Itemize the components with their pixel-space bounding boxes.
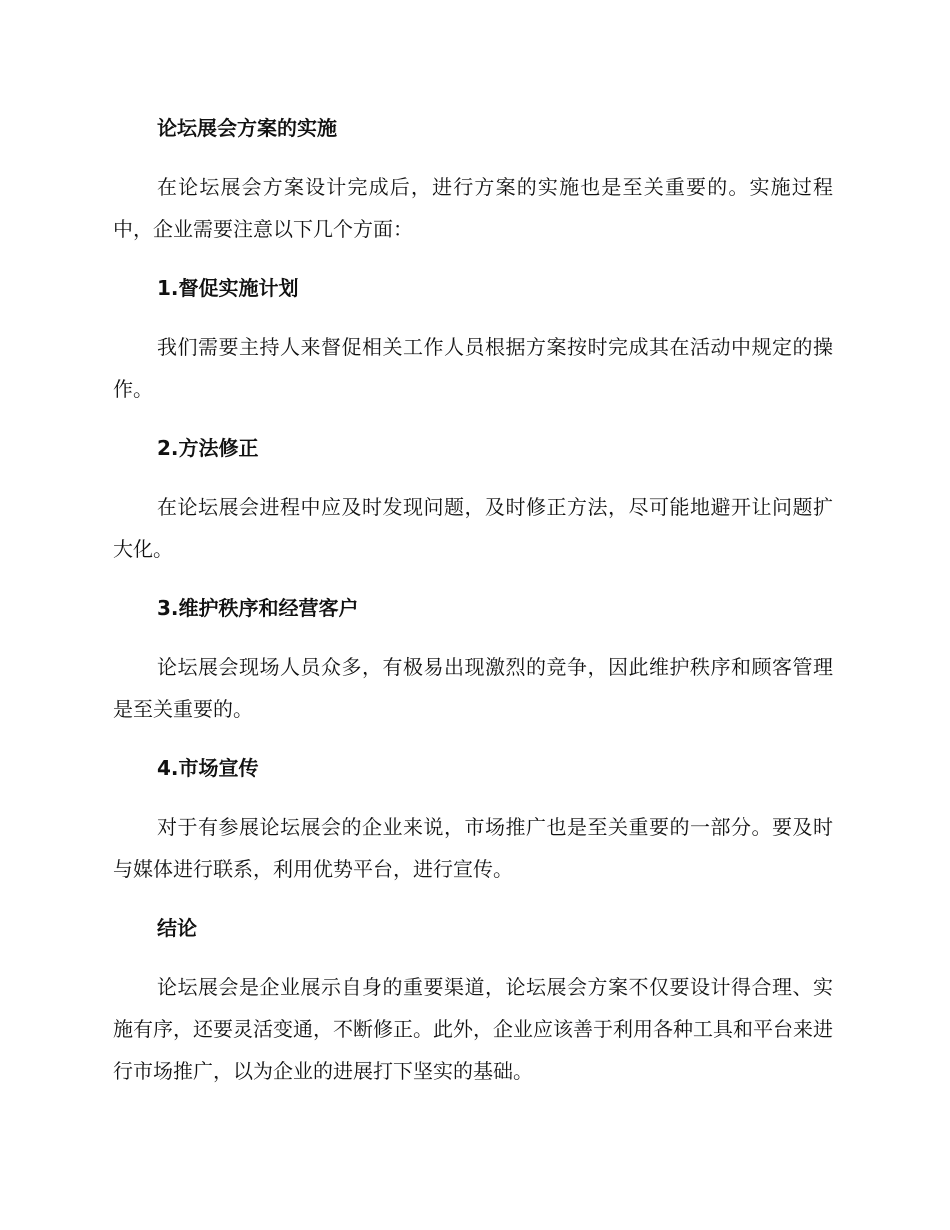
item-body-4: 对于有参展论坛展会的企业来说，市场推广也是至关重要的一部分。要及时与媒体进行联系，利用优势平台，进行宣传。 xyxy=(113,815,833,881)
item-heading-4: 4.市场宣传 xyxy=(157,756,259,780)
item-heading-1: 1.督促实施计划 xyxy=(157,276,299,300)
item-body-2: 在论坛展会进程中应及时发现问题，及时修正方法，尽可能地避开让问题扩大化。 xyxy=(113,495,833,561)
item-body-3: 论坛展会现场人员众多，有极易出现激烈的竞争，因此维护秩序和顾客管理是至关重要的。 xyxy=(113,655,833,721)
item-body-1: 我们需要主持人来督促相关工作人员根据方案按时完成其在活动中规定的操作。 xyxy=(113,335,833,401)
item-heading-3: 3.维护秩序和经营客户 xyxy=(157,596,359,620)
document-page xyxy=(113,108,833,1110)
section-title: 论坛展会方案的实施 xyxy=(157,116,337,140)
intro-paragraph: 在论坛展会方案设计完成后，进行方案的实施也是至关重要的。实施过程中，企业需要注意以下几个方面： xyxy=(113,175,833,241)
item-heading-2: 2.方法修正 xyxy=(157,436,259,460)
conclusion-title: 结论 xyxy=(157,916,197,940)
conclusion-paragraph: 论坛展会是企业展示自身的重要渠道，论坛展会方案不仅要设计得合理、实施有序，还要灵活变通，不断修正。此外，企业应该善于利用各种工具和平台来进行市场推广，以为企业的进展打下坚实的基础。 xyxy=(113,975,833,1083)
